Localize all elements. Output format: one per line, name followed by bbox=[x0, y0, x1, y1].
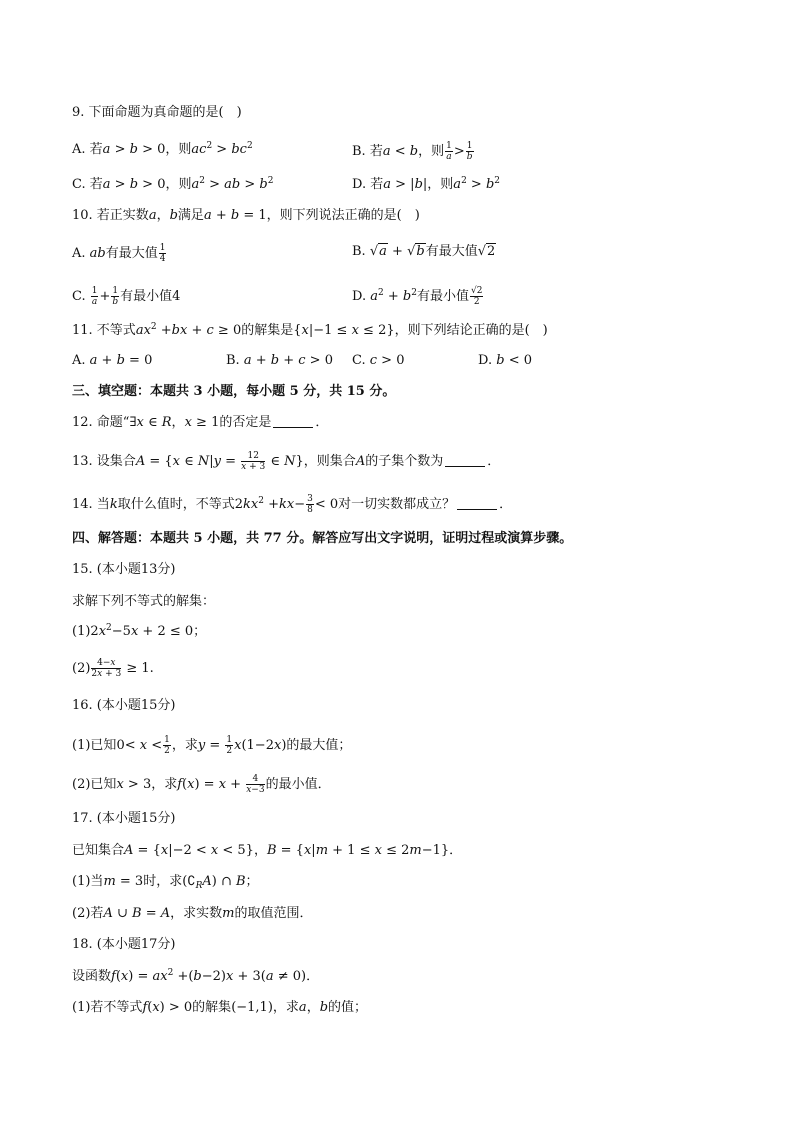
fraction: $\frac{√2}{2}$ bbox=[470, 286, 483, 307]
intro-text: ， bbox=[253, 843, 267, 858]
part-text: 的最小值． bbox=[265, 777, 331, 792]
q16-head: 16. (本小题15分) bbox=[72, 698, 176, 713]
option-text: 若 bbox=[369, 144, 383, 159]
option-text: 有最大值 bbox=[425, 244, 478, 259]
q18-head: 18. (本小题17分) bbox=[72, 937, 176, 952]
q-text: 13. 设集合 bbox=[72, 454, 136, 469]
math: b bbox=[129, 142, 138, 157]
q-text: ． bbox=[487, 454, 501, 469]
q10-option-b: B. √a + √b有最大值√2 bbox=[352, 244, 496, 259]
q18-intro: 设函数$f(x) = ax^2 +(b-2)x + 3(a \ne 0)$． bbox=[72, 968, 320, 984]
stem-text: ，则下列结论正确的是( ) bbox=[394, 323, 548, 338]
sqrt: √b bbox=[407, 244, 425, 259]
option-label: B. bbox=[352, 144, 370, 159]
stem-text: 11. 不等式 bbox=[72, 323, 136, 338]
q10-option-d: D. $a^2 + b^2$有最小值 $\frac{√2}{2}$ bbox=[352, 286, 483, 307]
option-label: C. bbox=[72, 289, 90, 304]
option-label: B. bbox=[226, 353, 244, 368]
math: x bbox=[172, 454, 180, 469]
q10-option-c: C. $\frac{1}{a}$ + $\frac{1}{b}$ 有最小值4 bbox=[72, 286, 181, 307]
q9-option-b: B. 若a < b，则 $\frac{1}{a}$ > $\frac{1}{b}$ bbox=[352, 141, 473, 162]
math: a bbox=[265, 969, 274, 984]
option-label: D. bbox=[352, 177, 371, 192]
q-text: 14. 当 bbox=[72, 497, 110, 512]
q12: 12. 命题“∃x ∈ R，x ≥ 1的否定是 ． bbox=[72, 415, 329, 430]
math: b bbox=[193, 969, 202, 984]
part-text: ，求实数 bbox=[170, 906, 223, 921]
option-text: ，则 bbox=[165, 142, 192, 157]
part-text: 若 bbox=[90, 906, 104, 921]
math: x bbox=[120, 969, 129, 984]
math: b bbox=[319, 1000, 329, 1015]
math: f bbox=[111, 969, 116, 984]
math: a bbox=[148, 208, 157, 223]
math: A bbox=[124, 843, 134, 858]
math: B bbox=[235, 874, 246, 889]
math: a bbox=[383, 177, 392, 192]
math: m bbox=[103, 874, 116, 889]
option-text: 有最大值 bbox=[105, 246, 158, 261]
math: bx bbox=[171, 323, 188, 338]
option-text: ，则 bbox=[418, 144, 445, 159]
math: B bbox=[132, 906, 142, 921]
math: A bbox=[103, 906, 113, 921]
math: b bbox=[116, 353, 125, 368]
q-text: 12. 命题“ bbox=[72, 415, 130, 430]
math: kx bbox=[243, 497, 259, 512]
q15-part1: $(1)2x^2-5x + 2 \le 0$； bbox=[72, 623, 207, 639]
math: ab bbox=[89, 246, 106, 261]
math: f bbox=[142, 1000, 148, 1015]
option-text: 若 bbox=[89, 177, 103, 192]
math: x bbox=[187, 777, 195, 792]
q17-intro: 已知集合A = {x|−2 < x < 5}，B = {x|m + 1 ≤ x ≤ 2m−1}． bbox=[72, 843, 463, 858]
q15-intro: 求解下列不等式的解集： bbox=[72, 594, 216, 609]
part-text: ，求 bbox=[171, 738, 198, 753]
q-text: ． bbox=[499, 497, 513, 512]
math: x bbox=[139, 738, 148, 753]
intro-text: ． bbox=[449, 843, 463, 858]
option-label: B. bbox=[352, 244, 370, 259]
fraction: $\frac{1}{a}$ bbox=[91, 286, 98, 307]
q11-option-c: C. c > 0 bbox=[352, 353, 405, 368]
math: 0 bbox=[157, 142, 166, 157]
q17-part1: (1)当m = 3时，求$(∁_RA)$ ∩ B； bbox=[72, 874, 259, 891]
option-label: A. bbox=[72, 353, 90, 368]
math: c bbox=[369, 353, 378, 368]
q16-part1: (1)已知0< x < $\frac{1}{2}$ ，求y = $\frac{1}{2}$ x(1−2x)的最大值； bbox=[72, 735, 352, 756]
q-text: ， bbox=[171, 415, 185, 430]
part-text: 已知 bbox=[90, 777, 117, 792]
part-label: (1) bbox=[72, 1000, 91, 1015]
math: kx bbox=[278, 497, 295, 512]
math: ax bbox=[152, 969, 168, 984]
math: x bbox=[301, 323, 309, 338]
answer-blank bbox=[457, 497, 497, 510]
part-text: 时，求 bbox=[143, 874, 183, 889]
fraction: $\frac{4-x}{2x + 3}$ bbox=[91, 658, 122, 679]
math: x bbox=[160, 843, 169, 858]
math: x bbox=[234, 738, 242, 753]
part-text: 的最大值； bbox=[286, 738, 352, 753]
intro-text: 设函数 bbox=[72, 969, 112, 984]
option-text: ，则 bbox=[165, 177, 192, 192]
part-text: 当 bbox=[90, 874, 104, 889]
option-text: 若 bbox=[89, 142, 103, 157]
stem-text: 10. 若正实数 bbox=[72, 208, 149, 223]
part-text: 的解集 bbox=[192, 1000, 232, 1015]
option-text: 有最小值 bbox=[416, 289, 469, 304]
part-label: (1) bbox=[72, 874, 91, 889]
math: b bbox=[402, 289, 412, 304]
intro-text: ． bbox=[306, 969, 320, 984]
math: B bbox=[266, 843, 277, 858]
part-label: (2) bbox=[72, 661, 91, 676]
stem-text: 的解集是 bbox=[241, 323, 294, 338]
q-text: 对一切实数都成立？ bbox=[338, 497, 456, 512]
option-label: C. bbox=[72, 177, 90, 192]
math: x bbox=[210, 843, 219, 858]
math: b bbox=[230, 208, 240, 223]
math: x bbox=[273, 738, 282, 753]
part-text: ； bbox=[245, 874, 259, 889]
math: x bbox=[351, 323, 359, 338]
math: a bbox=[382, 144, 391, 159]
math: N bbox=[197, 454, 210, 469]
q9-option-c: C. 若a > b > 0，则$a^2$ > ab > $b^2$ bbox=[72, 176, 274, 192]
answer-blank bbox=[445, 454, 485, 467]
math: R bbox=[161, 415, 172, 430]
q11-option-b: B. a + b + c > 0 bbox=[226, 353, 333, 368]
math: b bbox=[129, 177, 139, 192]
math: x bbox=[226, 969, 234, 984]
part-text: 的取值范围． bbox=[234, 906, 313, 921]
answer-blank bbox=[273, 415, 313, 428]
math: b bbox=[496, 353, 505, 368]
math: a bbox=[191, 177, 200, 192]
math: ab bbox=[224, 177, 241, 192]
q-text: 的子集个数为 bbox=[365, 454, 444, 469]
q9-stem bbox=[72, 104, 242, 122]
sqrt: √2 bbox=[477, 244, 496, 259]
math: m bbox=[315, 843, 329, 858]
part-label: (1) bbox=[72, 624, 91, 639]
math: f bbox=[177, 777, 183, 792]
part-text: 若不等式 bbox=[90, 1000, 143, 1015]
stem-text: ，则下列说法正确的是( ) bbox=[266, 208, 420, 223]
part-text: ，求 bbox=[151, 777, 178, 792]
option-label: A. bbox=[72, 142, 90, 157]
math: c bbox=[298, 353, 306, 368]
fraction: $\frac{12}{x + 3}$ bbox=[241, 451, 266, 472]
q-text: 的否定是 bbox=[219, 415, 272, 430]
math: b bbox=[409, 144, 419, 159]
part-label: (2) bbox=[72, 906, 91, 921]
q9-option-a: A. 若a > b > 0，则$ac^2 > bc^2$ bbox=[72, 141, 253, 157]
math: A bbox=[160, 906, 171, 921]
stem-text: 满足 bbox=[177, 208, 204, 223]
section-title: 四、解答题：本题共 5 小题，共 77 分。解答应写出文字说明，证明过程或演算步骤。 bbox=[72, 531, 573, 546]
math: x bbox=[184, 415, 192, 430]
fraction: $\frac{1}{4}$ bbox=[159, 243, 166, 264]
math: ac bbox=[191, 142, 207, 157]
q10-option-a bbox=[72, 243, 167, 264]
math: x bbox=[218, 777, 227, 792]
part-text: 的值； bbox=[328, 1000, 368, 1015]
math: k bbox=[109, 497, 118, 512]
math: N bbox=[284, 454, 296, 469]
math: bc bbox=[231, 142, 247, 157]
q17-part2: (2)若A ∪ B = A，求实数m的取值范围． bbox=[72, 906, 313, 921]
math: a bbox=[298, 1000, 307, 1015]
math: b bbox=[485, 177, 495, 192]
math: a bbox=[102, 142, 111, 157]
math: x bbox=[98, 624, 107, 639]
q17-head: 17. (本小题15分) bbox=[72, 811, 176, 826]
sqrt: √a bbox=[369, 244, 387, 259]
q11-stem: 11. 不等式$ax^2 +bx + c \ge 0$的解集是{x|−1 ≤ x ≤ 2}，则下列结论正确的是( ) bbox=[72, 322, 548, 338]
q11-option-d: D. b < 0 bbox=[478, 353, 532, 368]
q18-part1: (1)若不等式f(x) > 0的解集(−1,1)，求a，b的值； bbox=[72, 1000, 368, 1015]
math: b bbox=[169, 208, 178, 223]
math: x bbox=[136, 415, 144, 430]
fraction: $\frac{1}{2}$ bbox=[164, 735, 170, 756]
math: x bbox=[374, 843, 382, 858]
q16-part2: (2)已知x > 3，求f(x) = x + $\frac{4}{x-3}$ 的最小值． bbox=[72, 774, 331, 795]
intro-text: 已知集合 bbox=[72, 843, 125, 858]
math: A bbox=[355, 454, 366, 469]
section-title: 三、填空题：本题共 3 小题，每小题 5 分，共 15 分。 bbox=[72, 384, 396, 399]
math: a bbox=[102, 177, 111, 192]
part-text: 已知 bbox=[90, 738, 117, 753]
q-text: 取什么值时，不等式 bbox=[117, 497, 235, 512]
option-text: 有最小值4 bbox=[120, 289, 181, 304]
math: a bbox=[453, 177, 462, 192]
part-text: ， bbox=[306, 1000, 320, 1015]
q15-part2: (2) $\frac{4-x}{2x + 3}$ ≥ 1. bbox=[72, 658, 154, 679]
math: a bbox=[243, 353, 252, 368]
q9-option-d: D. 若a > |b|，则$a^2 > b^2$ bbox=[352, 176, 501, 192]
math: m bbox=[409, 843, 422, 858]
math: x bbox=[152, 1000, 160, 1015]
q11-option-a: A. a + b = 0 bbox=[72, 353, 153, 368]
part-label: (2) bbox=[72, 777, 91, 792]
math: m bbox=[222, 906, 235, 921]
math: x bbox=[116, 777, 124, 792]
part-text: ，求 bbox=[272, 1000, 299, 1015]
q-text: ． bbox=[315, 415, 329, 430]
fraction: $\frac{1}{2}$ bbox=[226, 735, 233, 756]
option-label: A. bbox=[72, 246, 90, 261]
math: b bbox=[259, 177, 268, 192]
stem-text: ， bbox=[156, 208, 170, 223]
fraction: $\frac{1}{b}$ bbox=[112, 286, 119, 307]
q-text: ，则集合 bbox=[303, 454, 356, 469]
math: A bbox=[135, 454, 146, 469]
math: c bbox=[206, 323, 214, 338]
fraction: $\frac{4}{x-3}$ bbox=[246, 774, 265, 795]
q10-stem: 10. 若正实数a，b满足a + b = 1，则下列说法正确的是( ) bbox=[72, 208, 420, 223]
q9-stem-text: 9. 下面命题为真命题的是( ) bbox=[72, 105, 242, 120]
math: A bbox=[202, 874, 212, 889]
option-label: D. bbox=[478, 353, 497, 368]
fraction: $\frac{1}{b}$ bbox=[466, 141, 473, 162]
fraction: $\frac{1}{a}$ bbox=[446, 141, 452, 162]
q13: 13. 设集合A = {x ∈ N|y = $\frac{12}{x + 3}$ ∈ N}，则集合A的子集个数为 ． bbox=[72, 451, 501, 472]
math: y bbox=[197, 738, 206, 753]
part-label: (1) bbox=[72, 738, 91, 753]
math: x bbox=[130, 624, 139, 639]
math: a bbox=[370, 289, 378, 304]
option-text: ，则 bbox=[427, 177, 454, 192]
q14: 14. 当k取什么值时，不等式$2kx^2 +kx-$ $\frac{3}{8}$ < 0对一切实数都成立？ ． bbox=[72, 494, 513, 515]
option-label: D. bbox=[352, 289, 371, 304]
math: x bbox=[303, 843, 312, 858]
math: a bbox=[89, 353, 98, 368]
math: b bbox=[414, 177, 423, 192]
option-label: C. bbox=[352, 353, 370, 368]
math: a bbox=[203, 208, 212, 223]
fraction: $\frac{3}{8}$ bbox=[307, 494, 313, 515]
math: ax bbox=[135, 323, 151, 338]
math: y bbox=[213, 454, 221, 469]
option-text: 若 bbox=[370, 177, 384, 192]
math: b bbox=[270, 353, 280, 368]
q15-head: 15. (本小题13分) bbox=[72, 562, 176, 577]
